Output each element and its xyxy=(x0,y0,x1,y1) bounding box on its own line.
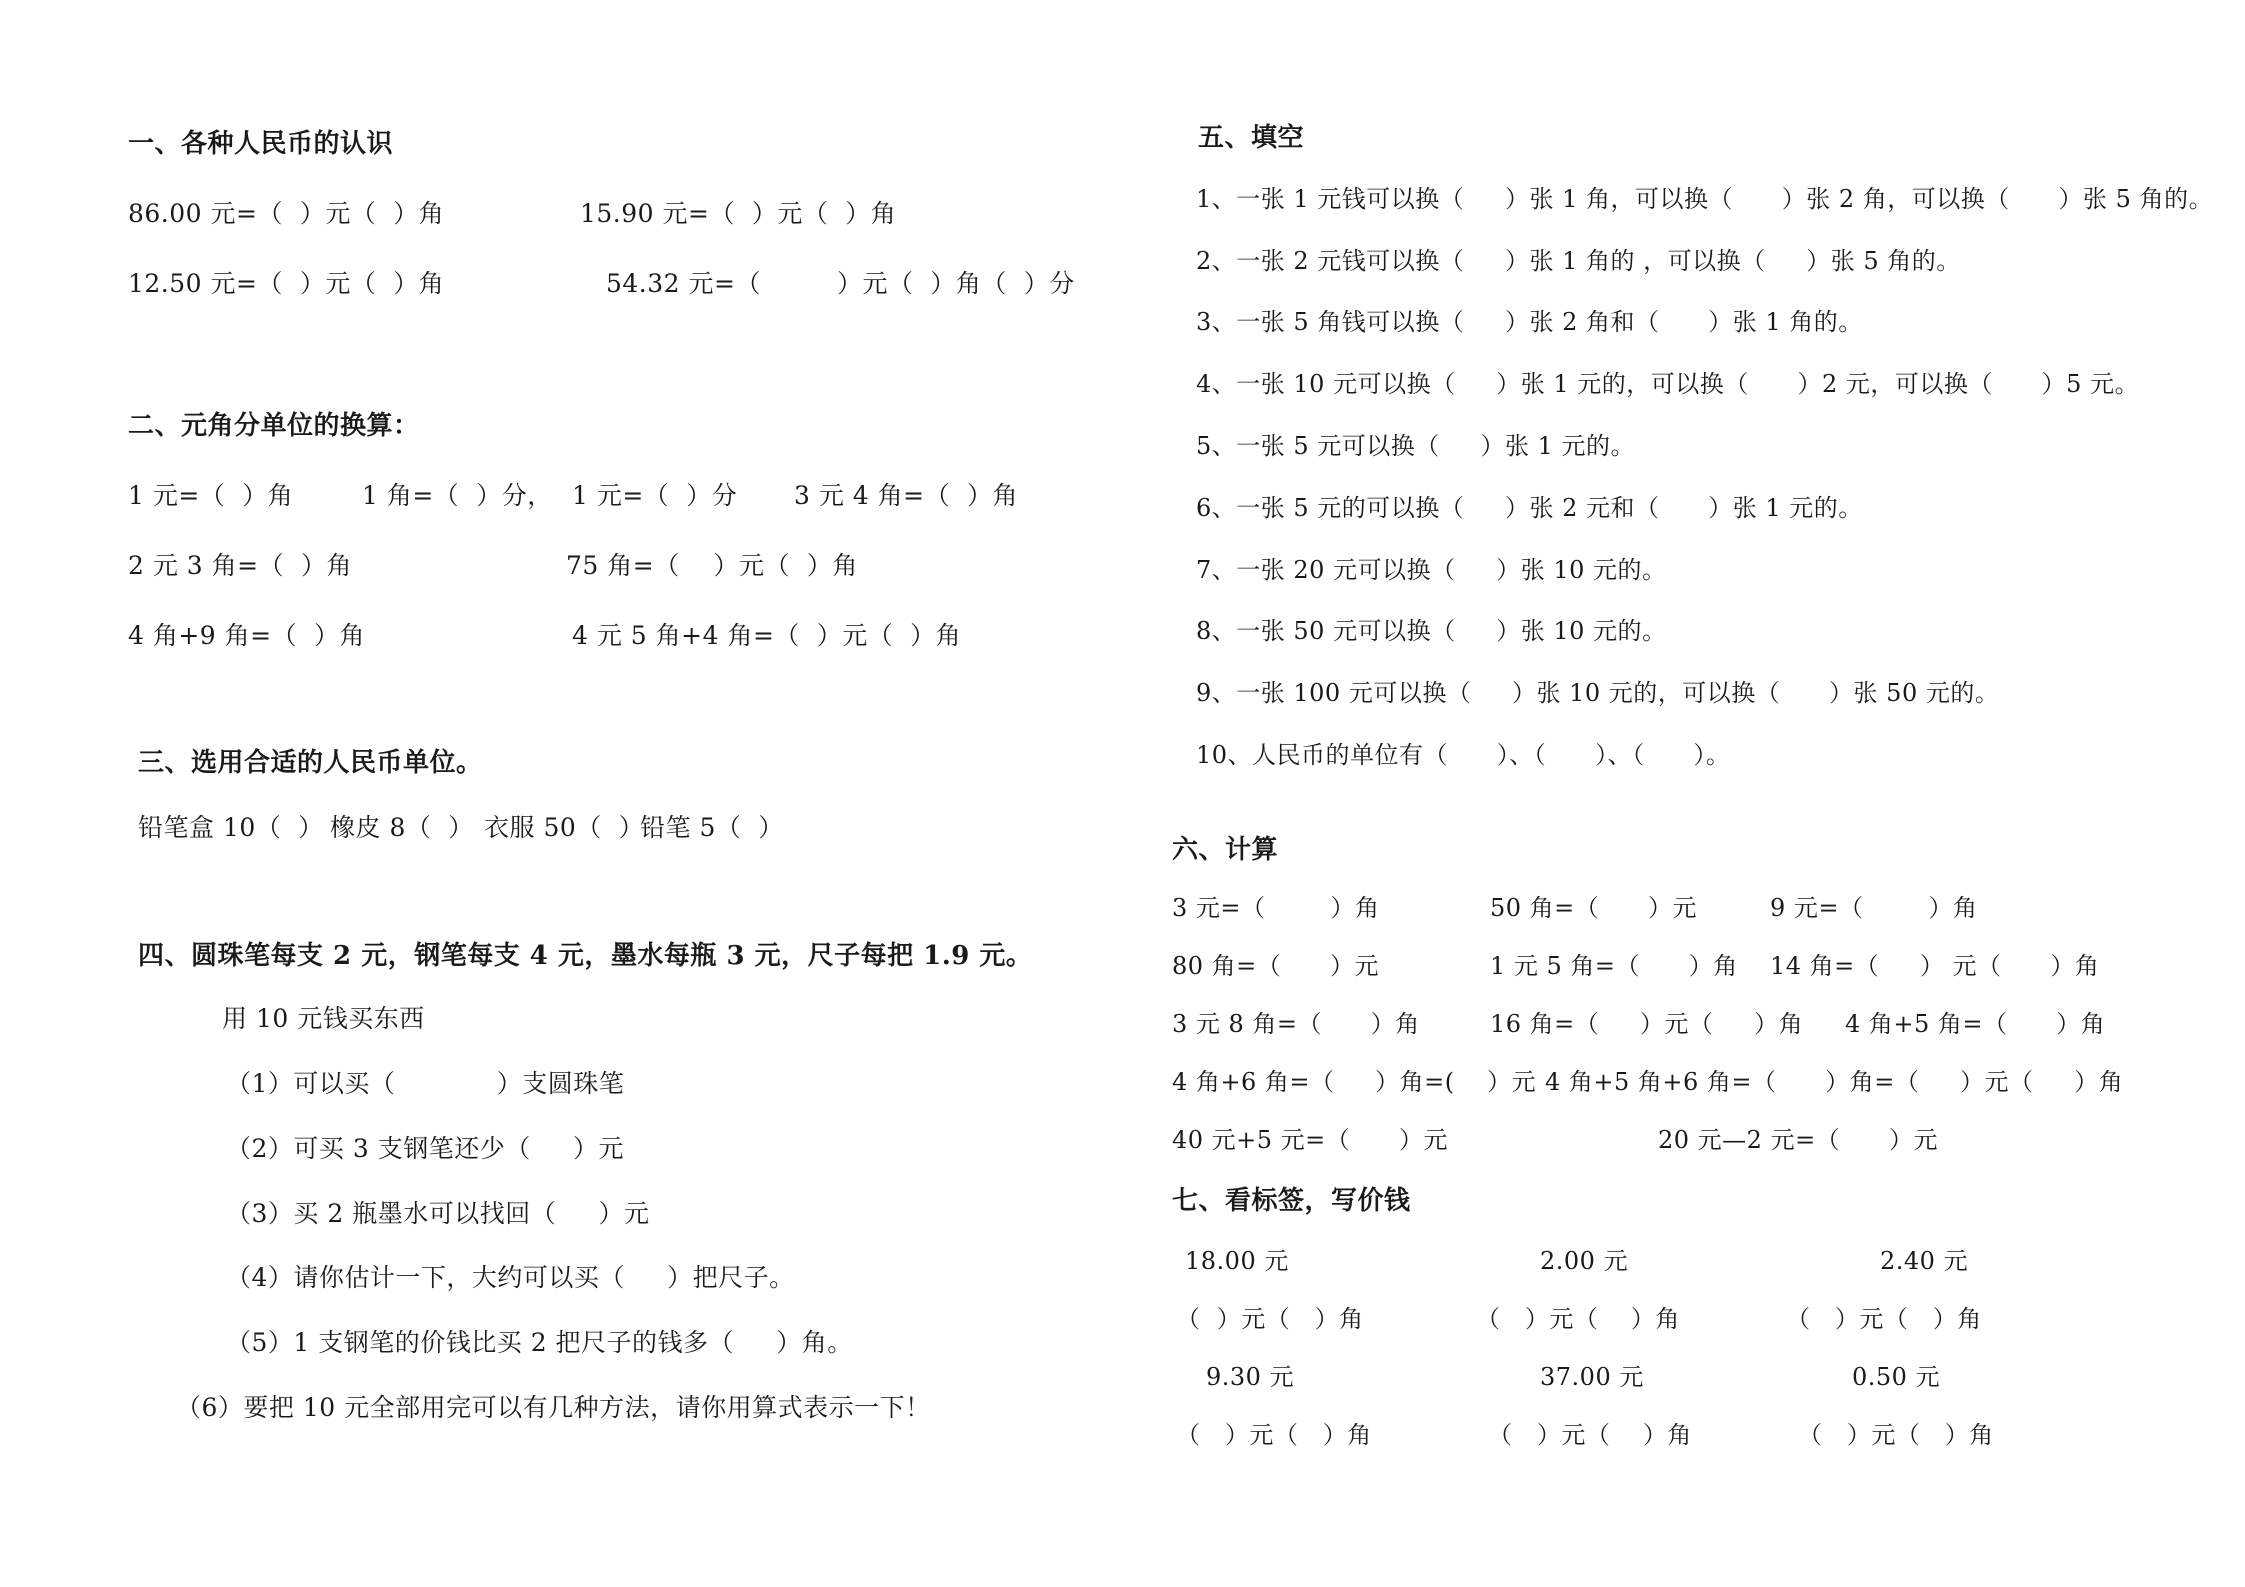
fill-item-2: 2、一张 2 元钱可以换（ ）张 1 角的 ，可以换（ ）张 5 角的。 xyxy=(1196,247,1961,275)
calc-10: 4 角+6 角=（ ）角=( ）元 xyxy=(1172,1068,1537,1096)
price-blank-3: （ ）元（ ）角 xyxy=(1786,1305,1982,1333)
fill-item-7: 7、一张 20 元可以换（ ）张 10 元的。 xyxy=(1196,556,1667,584)
calc-13: 20 元—2 元=（ ）元 xyxy=(1658,1126,1938,1154)
section-4-intro: 用 10 元钱买东西 xyxy=(222,1004,425,1033)
question-4-1: （1）可以买（ ）支圆珠笔 xyxy=(226,1069,625,1098)
price-blank-4: （ ）元（ ）角 xyxy=(1176,1421,1372,1449)
section-3-title: 三、选用合适的人民币单位。 xyxy=(138,748,483,778)
calc-7: 3 元 8 角=（ ）角 xyxy=(1172,1010,1420,1038)
question-4-5: （5）1 支钢笔的价钱比买 2 把尺子的钱多（ ）角。 xyxy=(226,1328,853,1357)
question-2-6: 75 角=（ ）元（ ）角 xyxy=(566,551,858,580)
section-1-title: 一、各种人民币的认识 xyxy=(128,129,394,159)
fill-item-10: 10、人民币的单位有（ ）、（ ）、（ ）。 xyxy=(1196,741,1731,769)
question-3-2: 橡皮 8（ ） xyxy=(330,813,474,842)
question-2-2: 1 角=（ ）分， xyxy=(362,481,553,510)
fill-item-6: 6、一张 5 元的可以换（ ）张 2 元和（ ）张 1 元的。 xyxy=(1196,494,1863,522)
question-4-2: （2）可买 3 支钢笔还少（ ）元 xyxy=(226,1134,624,1163)
calc-11: 4 角+5 角+6 角=（ ）角=（ ）元（ ）角 xyxy=(1545,1068,2124,1096)
question-1-1: 86.00 元=（ ）元（ ）角 xyxy=(128,199,445,228)
question-1-3: 12.50 元=（ ）元（ ）角 xyxy=(128,269,445,298)
question-2-7: 4 角+9 角=（ ）角 xyxy=(128,621,365,650)
calc-3: 9 元=（ ）角 xyxy=(1770,894,1978,922)
question-2-3: 1 元=（ ）分 xyxy=(572,481,738,510)
price-blank-5: （ ）元（ ）角 xyxy=(1488,1421,1692,1449)
calc-5: 1 元 5 角=（ ）角 xyxy=(1490,952,1738,980)
calc-6: 14 角=（ ） 元（ ）角 xyxy=(1770,952,2100,980)
section-6-title: 六、计算 xyxy=(1172,835,1279,865)
question-2-4: 3 元 4 角=（ ）角 xyxy=(794,481,1018,510)
question-4-4: （4）请你估计一下，大约可以买（ ）把尺子。 xyxy=(226,1263,795,1292)
price-label-6: 0.50 元 xyxy=(1852,1363,1941,1391)
section-4-title: 四、圆珠笔每支 2 元，钢笔每支 4 元，墨水每瓶 3 元，尺子每把 1.9 元。 xyxy=(138,941,1033,971)
section-7-title: 七、看标签，写价钱 xyxy=(1172,1186,1411,1216)
calc-4: 80 角=（ ）元 xyxy=(1172,952,1380,980)
fill-item-8: 8、一张 50 元可以换（ ）张 10 元的。 xyxy=(1196,617,1667,645)
calc-2: 50 角=（ ）元 xyxy=(1490,894,1698,922)
question-1-4: 54.32 元=（ ）元（ ）角（ ）分 xyxy=(606,269,1075,298)
section-2-title: 二、元角分单位的换算： xyxy=(128,411,420,441)
price-blank-6: （ ）元（ ）角 xyxy=(1798,1421,1994,1449)
fill-item-1: 1、一张 1 元钱可以换（ ）张 1 角，可以换（ ）张 2 角，可以换（ ）张 5 角的。 xyxy=(1196,185,2214,213)
calc-8: 16 角=（ ）元（ ）角 xyxy=(1490,1010,1804,1038)
question-3-1: 铅笔盒 10（ ） xyxy=(138,813,324,842)
calc-9: 4 角+5 角=（ ）角 xyxy=(1845,1010,2106,1038)
fill-item-4: 4、一张 10 元可以换（ ）张 1 元的，可以换（ ）2 元，可以换（ ）5 元。 xyxy=(1196,370,2140,398)
question-4-3: （3）买 2 瓶墨水可以找回（ ）元 xyxy=(226,1199,650,1228)
section-5-title: 五、填空 xyxy=(1198,123,1305,153)
calc-12: 40 元+5 元=（ ）元 xyxy=(1172,1126,1449,1154)
fill-item-9: 9、一张 100 元可以换（ ）张 10 元的，可以换（ ）张 50 元的。 xyxy=(1196,679,2000,707)
price-blank-1: （ ）元（ ）角 xyxy=(1176,1305,1364,1333)
price-label-1: 18.00 元 xyxy=(1185,1247,1289,1275)
price-label-4: 9.30 元 xyxy=(1206,1363,1295,1391)
question-2-5: 2 元 3 角=（ ）角 xyxy=(128,551,352,580)
question-1-2: 15.90 元=（ ）元（ ）角 xyxy=(580,199,897,228)
question-3-4: 铅笔 5（ ） xyxy=(640,813,784,842)
question-3-3: 衣服 50（ ） xyxy=(484,813,645,842)
price-blank-2: （ ）元（ ）角 xyxy=(1476,1305,1680,1333)
price-label-5: 37.00 元 xyxy=(1540,1363,1644,1391)
price-label-2: 2.00 元 xyxy=(1540,1247,1629,1275)
calc-1: 3 元=（ ）角 xyxy=(1172,894,1380,922)
question-2-1: 1 元=（ ）角 xyxy=(128,481,294,510)
price-label-3: 2.40 元 xyxy=(1880,1247,1969,1275)
question-4-6: （6）要把 10 元全部用完可以有几种方法，请你用算式表示一下！ xyxy=(176,1393,931,1422)
fill-item-3: 3、一张 5 角钱可以换（ ）张 2 角和（ ）张 1 角的。 xyxy=(1196,308,1863,336)
question-2-8: 4 元 5 角+4 角=（ ）元（ ）角 xyxy=(572,621,962,650)
fill-item-5: 5、一张 5 元可以换（ ）张 1 元的。 xyxy=(1196,432,1635,460)
